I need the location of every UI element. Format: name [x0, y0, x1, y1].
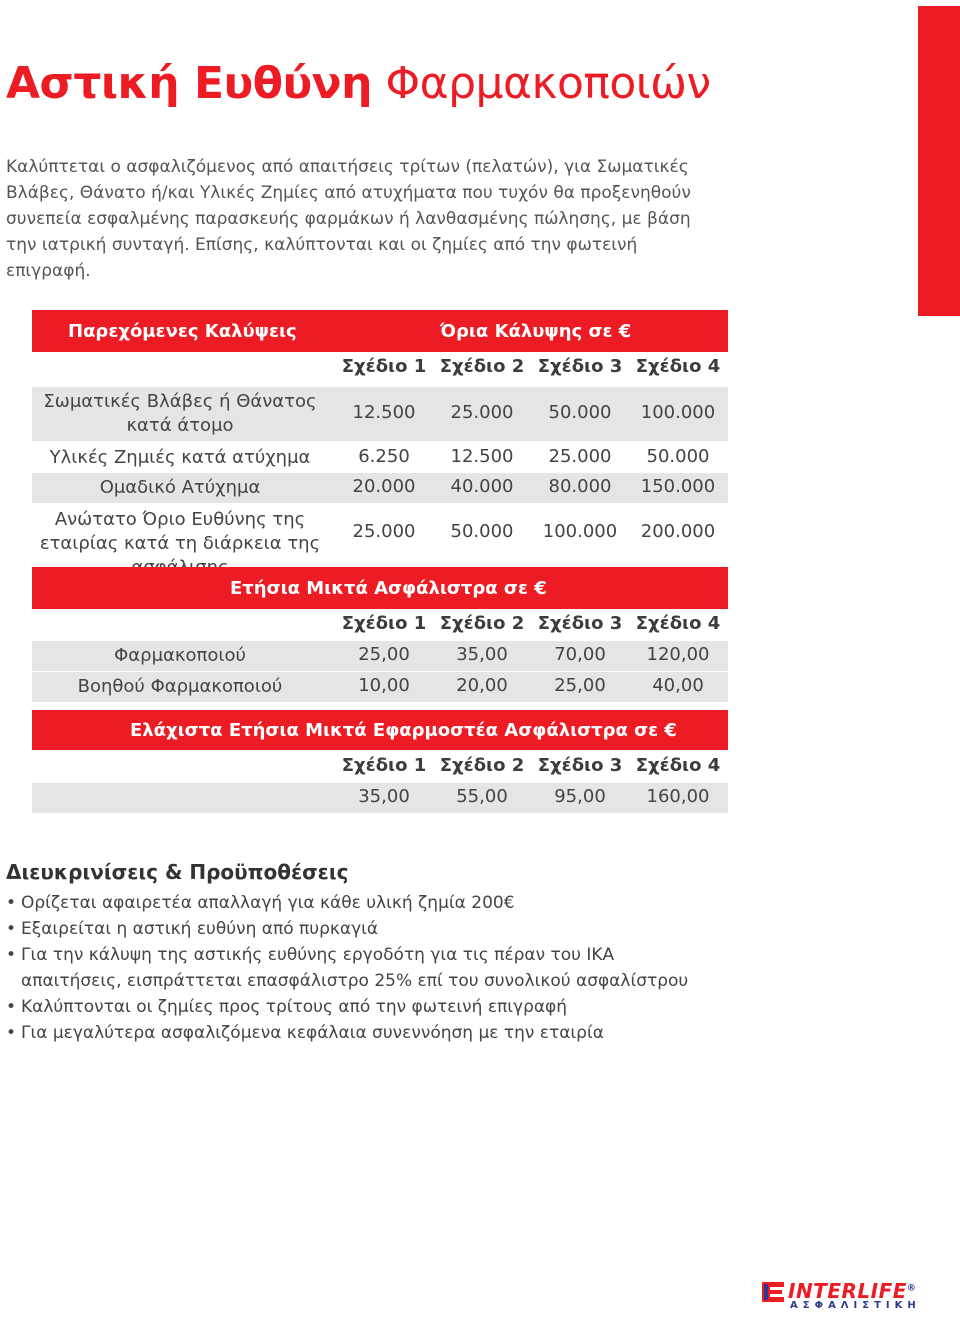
coverage-value: 50.000: [548, 402, 612, 423]
minimum-value: 55,00: [456, 786, 508, 807]
coverage-value: 12.500: [352, 402, 416, 423]
interlife-logo-icon: [762, 1282, 784, 1302]
plan-3-header: Σχέδιο 3: [537, 613, 623, 634]
notes-title: Διευκρινίσεις & Προϋποθέσεις: [6, 860, 349, 884]
title-light: Φαρμακοποιών: [385, 58, 711, 109]
plan-3-header: Σχέδιο 3: [537, 755, 623, 776]
coverage-row-label: Ανώτατο Όριο Ευθύνης της εταιρίας κατά τη διάρκεια της: [39, 509, 321, 554]
minimum-value: 95,00: [554, 786, 606, 807]
coverage-value: 25.000: [450, 402, 514, 423]
coverage-value: 6.250: [358, 446, 410, 467]
coverage-value: 25.000: [548, 446, 612, 467]
note-item: • Για την κάλυψη της αστικής ευθύνης εργοδότη για τις πέραν του ΙΚΑ απαιτήσεις, εισπράττεται επασφάλιστρο 25% επί του συνολικού ασφαλίστρου: [6, 942, 706, 994]
title-bold: Αστική Ευθύνη: [6, 58, 372, 109]
coverage-value: 100.000: [640, 402, 716, 423]
minimum-header: [32, 710, 728, 750]
plan-3-header: Σχέδιο 3: [537, 356, 623, 377]
interlife-logo: [762, 1279, 921, 1316]
plan-4-header: Σχέδιο 4: [635, 356, 721, 377]
notes-list: [6, 890, 706, 1046]
minimum-header-label: Ελάχιστα Ετήσια Μικτά Εφαρμοστέα Ασφάλιστρα σε €: [130, 720, 677, 741]
plan-4-header: Σχέδιο 4: [635, 613, 721, 634]
coverage-value: 50.000: [646, 446, 710, 467]
premium-row: [32, 641, 728, 671]
coverage-value: 80.000: [548, 476, 612, 497]
premium-row: [32, 672, 728, 702]
note-item: • Καλύπτονται οι ζημίες προς τρίτους από την φωτεινή επιγραφή: [6, 994, 706, 1020]
minimum-row: [32, 783, 728, 813]
minimum-value: 160,00: [646, 786, 710, 807]
premium-value: 40,00: [652, 675, 704, 696]
premium-value: 10,00: [358, 675, 410, 696]
coverage-header: [32, 310, 728, 352]
premium-value: 25,00: [554, 675, 606, 696]
page-title: [6, 58, 711, 111]
plan-4-header: Σχέδιο 4: [635, 755, 721, 776]
page-number-left: 10: [926, 258, 948, 277]
premiums-header-label: Ετήσια Μικτά Ασφάλιστρα σε €: [230, 578, 547, 599]
coverage-value: 200.000: [640, 521, 716, 542]
page-number-divider: [924, 280, 950, 282]
premium-value: 25,00: [358, 644, 410, 665]
note-item: • Εξαιρείται η αστική ευθύνη από πυρκαγιά: [6, 916, 706, 942]
premium-value: 35,00: [456, 644, 508, 665]
coverage-value: 40.000: [450, 476, 514, 497]
registered-mark: ®: [906, 1283, 917, 1294]
plan-1-header: Σχέδιο 1: [341, 755, 427, 776]
note-item: • Για μεγαλύτερα ασφαλιζόμενα κεφάλαια συνεννόηση με την εταιρία: [6, 1020, 706, 1046]
coverage-value: 150.000: [640, 476, 716, 497]
plan-2-header: Σχέδιο 2: [439, 613, 525, 634]
page-number-right: 11: [926, 284, 948, 303]
plan-1-header: Σχέδιο 1: [341, 356, 427, 377]
coverage-header-left: Παρεχόμενες Καλύψεις: [68, 321, 297, 342]
page-number: [924, 258, 950, 304]
premium-value: 20,00: [456, 675, 508, 696]
minimum-value: 35,00: [358, 786, 410, 807]
coverage-value: 20.000: [352, 476, 416, 497]
coverage-row: [32, 473, 728, 503]
plan-1-header: Σχέδιο 1: [341, 613, 427, 634]
premium-row-label: Φαρμακοποιού: [114, 645, 246, 666]
logo-subtitle: ΑΣΦΑΛΙΣΤΙΚΗ: [790, 1300, 921, 1311]
intro-paragraph: Καλύπτεται ο ασφαλιζόμενος από απαιτήσεις τρίτων (πελατών), για Σωματικές Βλάβες, Θάνατο ή/και Υλικές Ζημίες από ατυχήματα που τυχόν θα προξενηθούν συνεπεία εσφαλμένης παρασκευής φαρμάκων ή λανθασμένης πώλησης, με βάση την ιατρική συνταγή. Επίσης, καλύπτονται και οι ζημίες από την φωτεινή επιγραφή.: [6, 157, 691, 281]
premium-value: 70,00: [554, 644, 606, 665]
coverage-value: 25.000: [352, 521, 416, 542]
coverage-value: 100.000: [542, 521, 618, 542]
coverage-row-label: Υλικές Ζημιές κατά ατύχημα: [49, 447, 311, 468]
coverage-row: [32, 505, 728, 559]
logo-name-text: INTERLIFE: [788, 1279, 907, 1303]
coverage-row-label: Ομαδικό Ατύχημα: [99, 477, 261, 498]
plan-2-header: Σχέδιο 2: [439, 755, 525, 776]
coverage-row: [32, 443, 728, 473]
coverage-header-right: Όρια Κάλυψης σε €: [440, 321, 632, 342]
coverage-row-label: Σωματικές Βλάβες ή Θάνατος κατά άτομο: [43, 391, 317, 436]
note-item: • Ορίζεται αφαιρετέα απαλλαγή για κάθε υλική ζημία 200€: [6, 890, 706, 916]
coverage-value: 50.000: [450, 521, 514, 542]
premium-value: 120,00: [646, 644, 710, 665]
plan-2-header: Σχέδιο 2: [439, 356, 525, 377]
premium-row-label: Βοηθού Φαρμακοποιού: [77, 676, 283, 697]
coverage-row: [32, 387, 728, 441]
coverage-value: 12.500: [450, 446, 514, 467]
premiums-header: [32, 567, 728, 609]
